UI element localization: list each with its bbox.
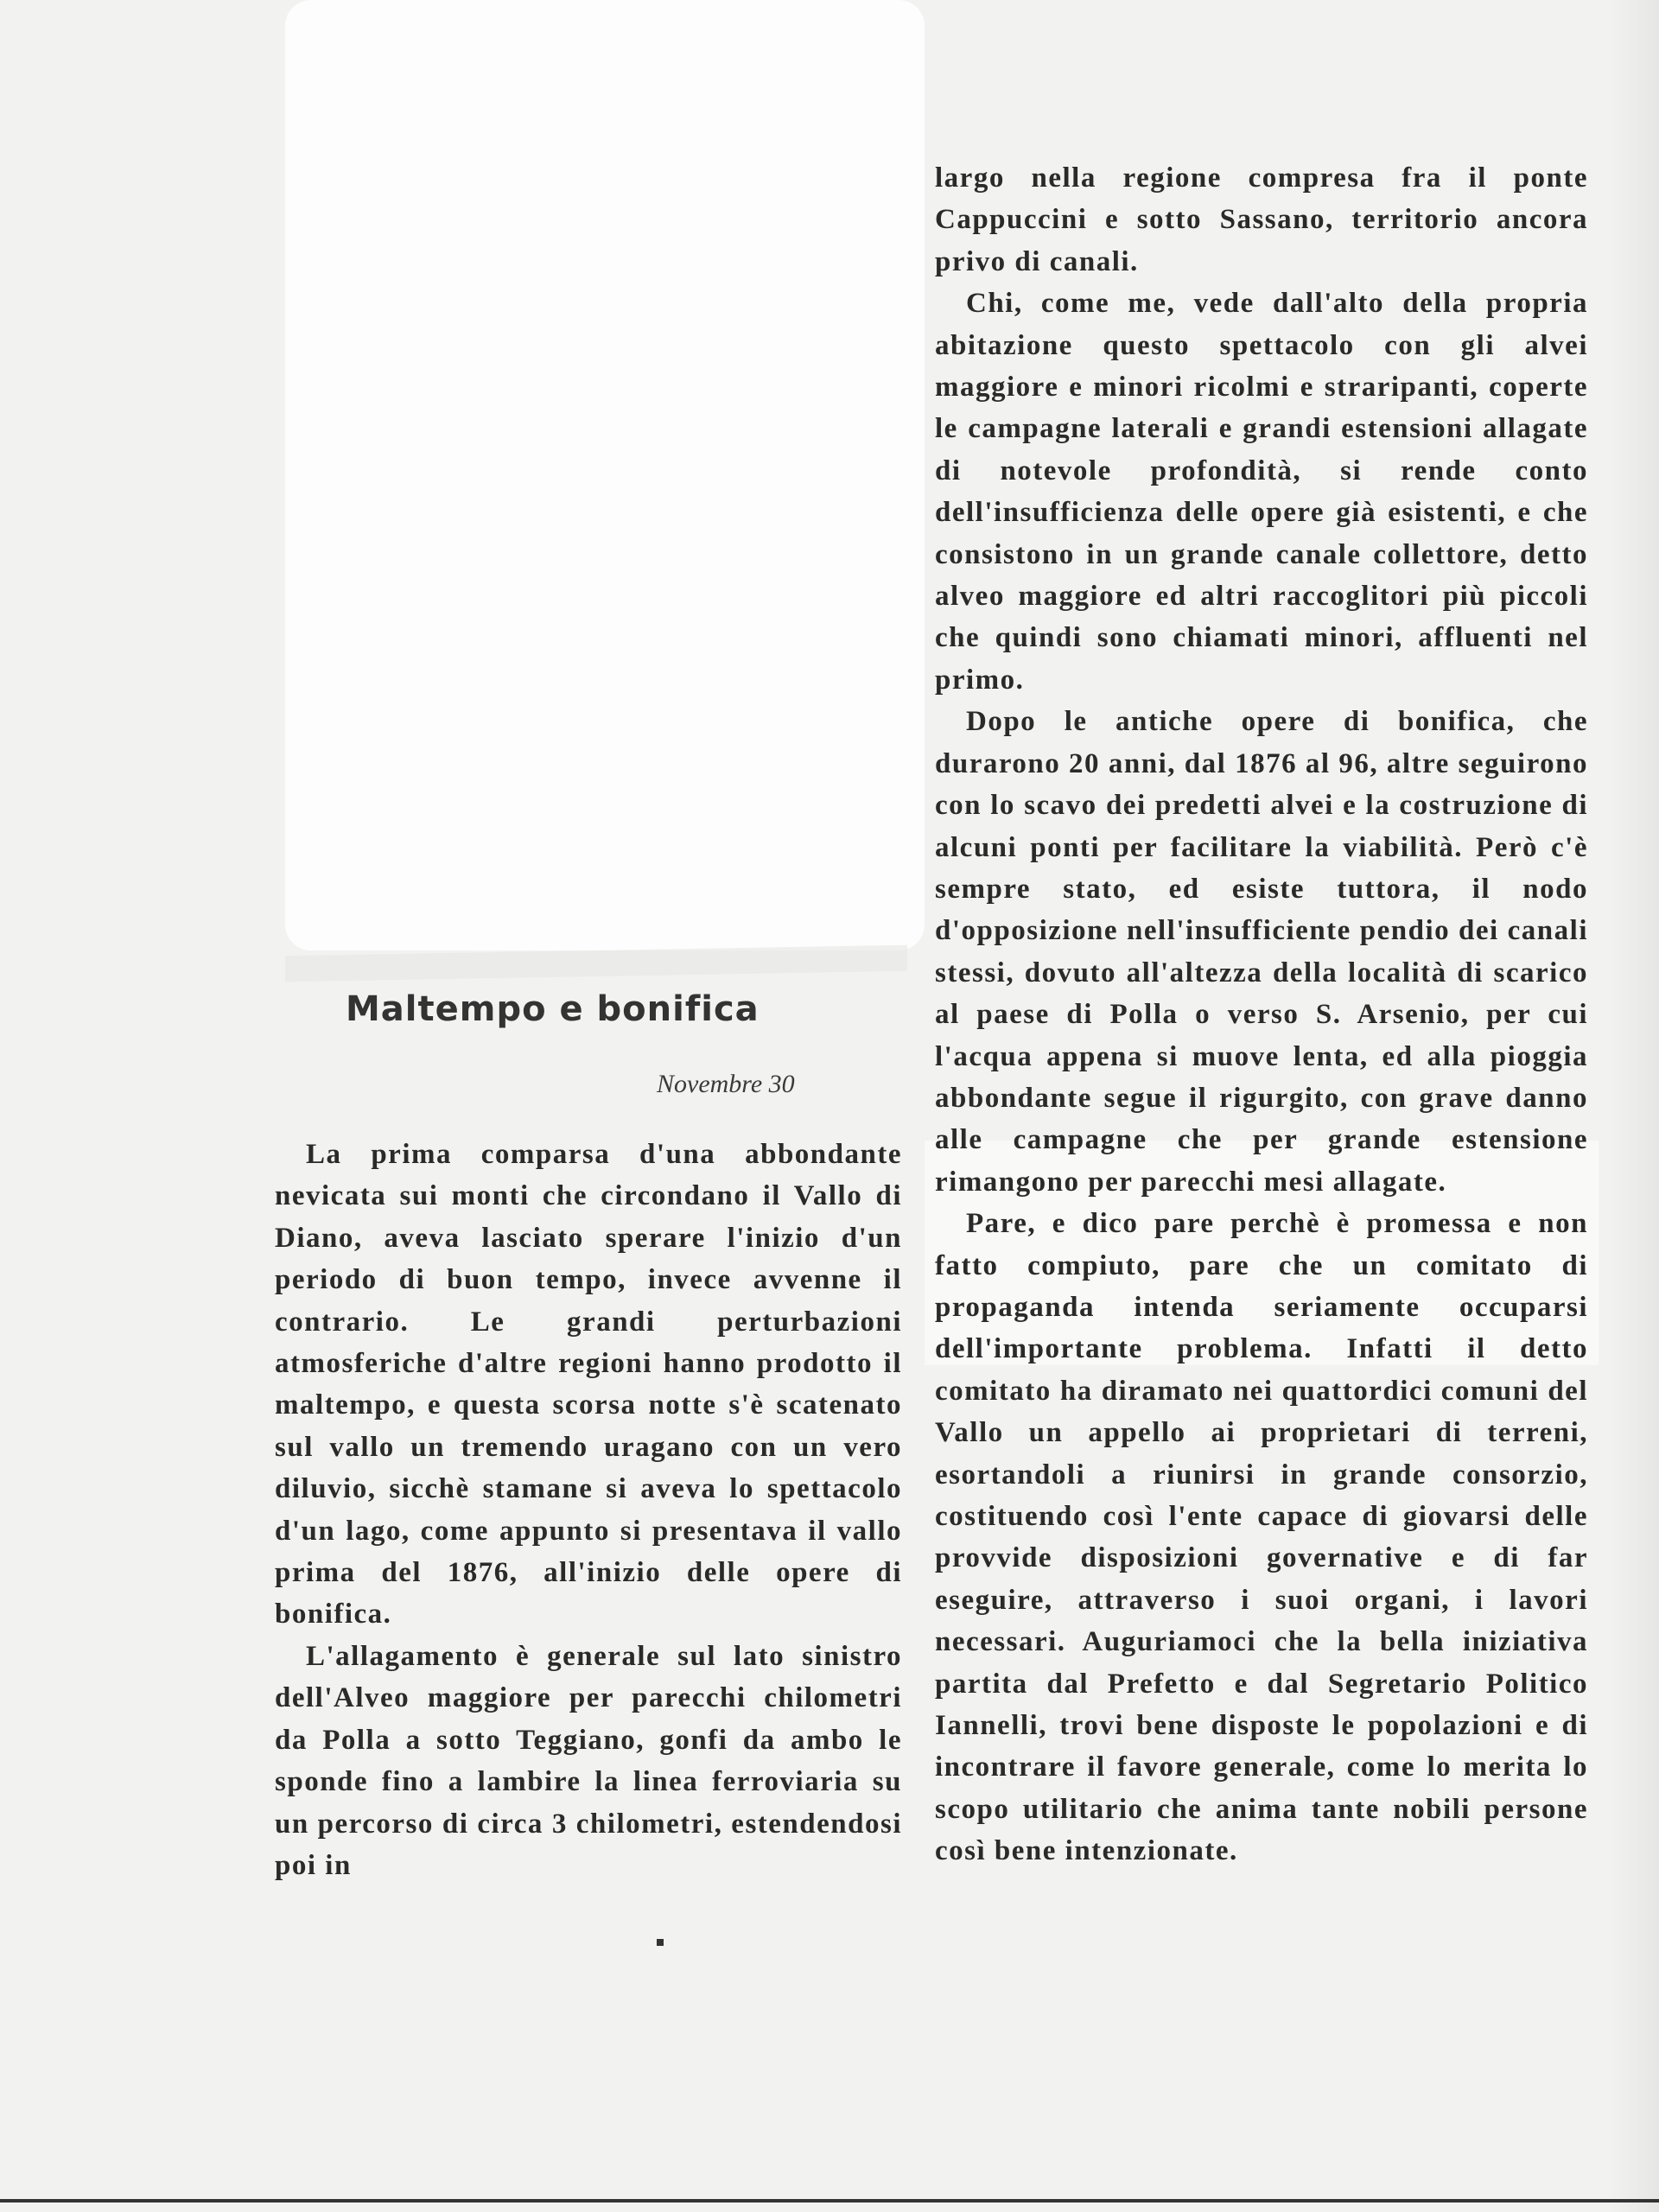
left-column — [275, 1134, 902, 1886]
paper-edge-shadow — [285, 945, 907, 982]
paragraph: Pare, e dico pare perchè è promessa e non fatto compiuto, pare che un comitato di propaganda intenda seriamente occuparsi dell'importante problema. Infatti il detto comitato ha diramato nei quattordici comuni del Vallo un appello ai proprietari di terreni, esortandoli a riunirsi in grande consorzio, costituendo così l'ente capace di giovarsi delle provvide disposizioni governative e di far eseguire, attraverso i suoi organi, i lavori necessari. Auguriamoci che la bella iniziativa partita dal Prefetto e dal Segretario Politico Iannelli, trovi bene disposte le popolazioni e di incontrare il favore generale, come lo merita lo scopo utilitario che anima tante nobili persone così bene intenzionate. — [935, 1208, 1588, 1867]
bottom-rule — [0, 2199, 1659, 2202]
paragraph-continued: largo nella regione compresa fra il ponte Cappuccini e sotto Sassano, territorio ancora privo di canali. — [935, 162, 1588, 277]
paper-blank-area — [285, 0, 925, 950]
paragraph: Dopo le antiche opere di bonifica, che durarono 20 anni, dal 1876 al 96, altre seguirono con lo scavo dei predetti alvei e la costruzione di alcuni ponti per facilitare la viabilità. Però c'è sempre stato, ed esiste tuttora, il nodo d'opposizione nell'insufficiente pendio dei canali stessi, dovuto all'altezza della località di scarico al paese di Polla o verso S. Arsenio, per cui l'acqua appena si muove lenta, ed alla pioggia abbondante segue il rigurgito, con grave danno alle campagne che per grande estensione rimangono per parecchi mesi allagate. — [935, 706, 1588, 1198]
article-dateline: Novembre 30 — [657, 1070, 795, 1098]
right-column — [935, 157, 1588, 1872]
article-title: Maltempo e bonifica — [346, 989, 760, 1029]
paragraph: La prima comparsa d'una abbondante nevicata sui monti che circondano il Vallo di Diano, aveva lasciato sperare l'inizio d'un periodo di buon tempo, invece avvenne il contrario. Le grandi perturbazioni atmosferiche d'altre regioni hanno prodotto il maltempo, e questa scorsa notte s'è scatenato sul vallo un tremendo uragano con un vero diluvio, sicchè stamane si aveva lo spettacolo d'un lago, come appunto si presentava il vallo prima del 1876, all'inizio delle opere di bonifica. — [275, 1139, 902, 1630]
paragraph: L'allagamento è generale sul lato sinistro dell'Alveo maggiore per parecchi chilometri da Polla a sotto Teggiano, gonfi da ambo le sponde fino a lambire la linea ferroviaria su un percorso di circa 3 chilometri, estendendosi poi in — [275, 1640, 902, 1881]
page-edge-shadow — [1607, 0, 1659, 2212]
ink-dot — [657, 1939, 664, 1946]
paragraph: Chi, come me, vede dall'alto della propria abitazione questo spettacolo con gli alvei maggiore e minori ricolmi e straripanti, coperte le campagne laterali e grandi estensioni allagate di notevole profondità, si rende conto dell'insufficienza delle opere già esistenti, e che consistono in un grande canale collettore, detto alveo maggiore ed altri raccoglitori più piccoli che quindi sono chiamati minori, affluenti nel primo. — [935, 288, 1588, 696]
